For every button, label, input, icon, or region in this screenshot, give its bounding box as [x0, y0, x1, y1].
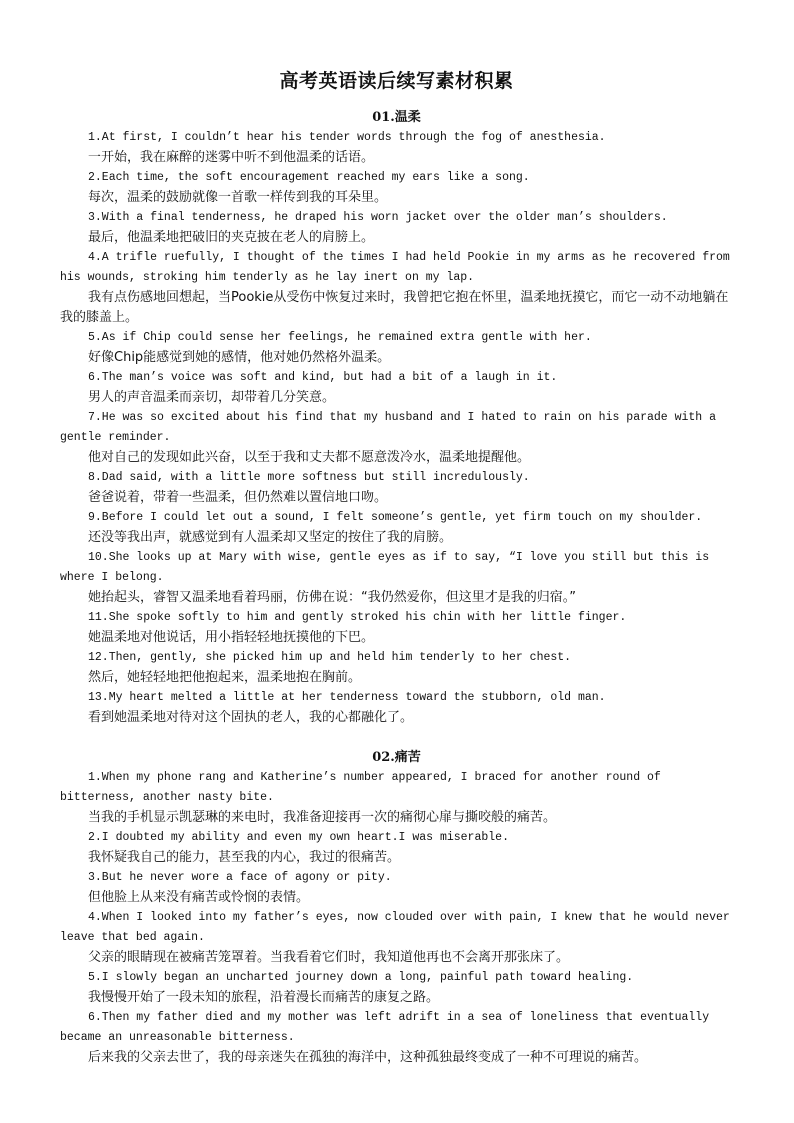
section-heading: 01.温柔: [372, 110, 421, 125]
example-sentence-en: 1.When my phone rang and Katherine’s number appeared, I braced for another round of bitterness, another nasty bite.: [60, 771, 661, 804]
example-sentence-zh: 每次，温柔的鼓励就像一首歌一样传到我的耳朵里。: [88, 190, 388, 205]
example-sentence-zh: 好像Chip能感觉到她的感情，他对她仍然格外温柔。: [88, 350, 391, 365]
example-sentence-zh: 但他脸上从来没有痛苦或怜悯的表情。: [88, 890, 310, 905]
example-sentence-zh: 看到她温柔地对待对这个固执的老人，我的心都融化了。: [88, 710, 414, 725]
example-sentence-en: 5.As if Chip could sense her feelings, he remained extra gentle with her.: [88, 331, 592, 344]
example-sentence-zh: 当我的手机显示凯瑟琳的来电时，我准备迎接再一次的痛彻心扉与撕咬般的痛苦。: [88, 810, 557, 825]
example-sentence-zh: 他对自己的发现如此兴奋，以至于我和丈夫都不愿意泼冷水，温柔地提醒他。: [88, 450, 531, 465]
example-sentence-en: 12.Then, gently, she picked him up and held him tenderly to her chest.: [88, 651, 572, 664]
example-sentence-en: 6.The man’s voice was soft and kind, but had a bit of a laugh in it.: [88, 371, 558, 384]
example-sentence-zh: 男人的声音温柔而亲切，却带着几分笑意。: [88, 390, 336, 405]
example-sentence-en: 6.Then my father died and my mother was left adrift in a sea of loneliness that eventually became an unreasonable bitterness.: [60, 1011, 710, 1044]
example-sentence-zh: 一开始，我在麻醉的迷雾中听不到他温柔的话语。: [88, 150, 375, 165]
example-sentence-zh: 她抬起头，睿智又温柔地看着玛丽，仿佛在说：“我仍然爱你，但这里才是我的归宿。”: [88, 590, 576, 605]
example-sentence-en: 1.At first, I couldn’t hear his tender words through the fog of anesthesia.: [88, 131, 606, 144]
example-sentence-zh: 她温柔地对他说话，用小指轻轻地抚摸他的下巴。: [88, 630, 375, 645]
example-sentence-en: 4.A trifle ruefully, I thought of the times I had held Pookie in my arms as he recovered from his wounds, stroking him tenderly as he lay inert on my lap.: [60, 251, 730, 284]
example-sentence-zh: 我怀疑我自己的能力，甚至我的内心，我过的很痛苦。: [88, 850, 401, 865]
section-tenderness: [60, 108, 733, 728]
example-sentence-en: 8.Dad said, with a little more softness but still incredulously.: [88, 471, 530, 484]
example-sentence-zh: 后来我的父亲去世了，我的母亲迷失在孤独的海洋中，这种孤独最终变成了一种不可理说的痛苦。: [88, 1050, 648, 1065]
section-pain: [60, 748, 733, 1068]
example-sentence-zh: 爸爸说着，带着一些温柔，但仍然难以置信地口吻。: [88, 490, 388, 505]
example-sentence-en: 2.Each time, the soft encouragement reached my ears like a song.: [88, 171, 530, 184]
example-sentence-en: 4.When I looked into my father’s eyes, now clouded over with pain, I knew that he would never leave that bed again.: [60, 911, 730, 944]
example-sentence-zh: 我有点伤感地回想起，当Pookie从受伤中恢复过来时，我曾把它抱在怀里，温柔地抚摸它，而它一动不动地躺在我的膝盖上。: [60, 290, 729, 325]
example-sentence-en: 3.With a final tenderness, he draped his worn jacket over the older man’s shoulders.: [88, 211, 668, 224]
example-sentence-zh: 最后，他温柔地把破旧的夹克披在老人的肩膀上。: [88, 230, 375, 245]
example-sentence-en: 13.My heart melted a little at her tenderness toward the stubborn, old man.: [88, 691, 606, 704]
example-sentence-en: 7.He was so excited about his find that my husband and I hated to rain on his parade with a gentle reminder.: [60, 411, 717, 444]
example-sentence-zh: 然后，她轻轻地把他抱起来，温柔地抱在胸前。: [88, 670, 362, 685]
example-sentence-zh: 我慢慢开始了一段未知的旅程，沿着漫长而痛苦的康复之路。: [88, 990, 440, 1005]
example-sentence-zh: 还没等我出声，就感觉到有人温柔却又坚定的按住了我的肩膀。: [88, 530, 453, 545]
example-sentence-en: 11.She spoke softly to him and gently stroked his chin with her little finger.: [88, 611, 627, 624]
example-sentence-zh: 父亲的眼睛现在被痛苦笼罩着。当我看着它们时，我知道他再也不会离开那张床了。: [88, 950, 570, 965]
example-sentence-en: 3.But he never wore a face of agony or pity.: [88, 871, 392, 884]
example-sentence-en: 10.She looks up at Mary with wise, gentle eyes as if to say, “I love you still but this is where I belong.: [60, 551, 710, 584]
example-sentence-en: 5.I slowly began an uncharted journey down a long, painful path toward healing.: [88, 971, 634, 984]
document-title: 高考英语读后续写素材积累: [279, 70, 514, 92]
document-page: [60, 68, 733, 1068]
example-sentence-en: 2.I doubted my ability and even my own heart.I was miserable.: [88, 831, 509, 844]
section-heading: 02.痛苦: [372, 750, 421, 765]
example-sentence-en: 9.Before I could let out a sound, I felt someone’s gentle, yet firm touch on my shoulder.: [88, 511, 703, 524]
